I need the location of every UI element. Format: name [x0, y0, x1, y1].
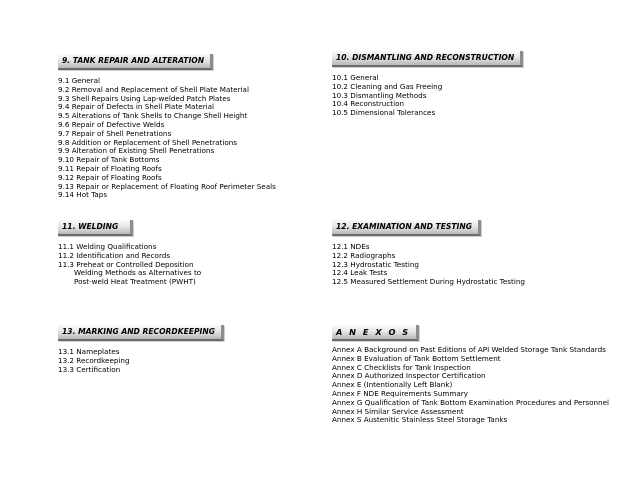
list-item: Annex E (Intentionally Left Blank): [332, 380, 453, 390]
section-item-list: [332, 74, 523, 118]
list-item: 9.9 Alteration of Existing Shell Penetrations: [58, 146, 215, 156]
section-dismantling: [332, 45, 523, 118]
list-item: 9.11 Repair of Floating Roofs: [58, 163, 162, 173]
list-item: 9.7 Repair of Shell Penetrations: [58, 128, 172, 138]
section-item-list: [58, 348, 224, 374]
list-item: Annex F NDE Requirements Summary: [332, 388, 469, 398]
section-anexos: [332, 320, 609, 425]
list-item: 9.8 Addition or Replacement of Shell Penetrations: [58, 137, 238, 147]
list-item: 9.1 General: [58, 76, 101, 85]
section-header: 11. WELDING: [58, 220, 133, 236]
section-marking: [58, 319, 224, 374]
list-item: Annex H Similar Service Assessment: [332, 406, 464, 416]
section-tank-repair: [58, 48, 276, 200]
section-header: 9. TANK REPAIR AND ALTERATION: [58, 54, 213, 70]
list-item: Annex B Evaluation of Tank Bottom Settlement: [332, 353, 501, 363]
list-item: 10.5 Dimensional Tolerances: [332, 108, 436, 118]
list-item: 13.3 Certification: [58, 364, 121, 374]
list-item: 9.2 Removal and Replacement of Shell Plate Material: [58, 84, 249, 94]
list-item: 12.4 Leak Tests: [332, 268, 388, 278]
list-item: 12.3 Hydrostatic Testing: [332, 259, 419, 269]
list-item: Annex S Austenitic Stainless Steel Storage Tanks: [332, 415, 508, 425]
section-header: 13. MARKING AND RECORDKEEPING: [58, 325, 224, 341]
list-item: 10.4 Reconstruction: [332, 99, 405, 109]
list-item: 13.2 Recordkeeping: [58, 355, 130, 365]
section-item-list: [332, 243, 525, 287]
list-item: 10.1 General: [332, 73, 379, 82]
list-item: 9.4 Repair of Defects in Shell Plate Material: [58, 102, 215, 112]
list-item: 9.10 Repair of Tank Bottoms: [58, 155, 160, 165]
section-item-list: [332, 346, 609, 425]
list-item: 11.2 Identification and Records: [58, 250, 171, 260]
list-item: Welding Methods as Alternatives to: [74, 268, 202, 278]
section-header: 12. EXAMINATION AND TESTING: [332, 220, 481, 236]
list-item: 9.14 Hot Taps: [58, 190, 108, 200]
list-item: 9.6 Repair of Defective Welds: [58, 119, 165, 129]
list-item: 12.1 NDEs: [332, 242, 370, 251]
list-item: 9.13 Repair or Replacement of Floating Roof Perimeter Seals: [58, 181, 276, 191]
list-item: 9.12 Repair of Floating Roofs: [58, 172, 162, 182]
section-header: A N E X O S: [332, 325, 419, 341]
list-item: 9.5 Alterations of Tank Shells to Change Shell Height: [58, 111, 248, 121]
list-item: 12.2 Radiographs: [332, 250, 396, 260]
list-item: Annex A Background on Past Editions of API Welded Storage Tank Standards: [332, 345, 606, 354]
section-examination: [332, 214, 525, 287]
list-item: 11.1 Welding Qualifications: [58, 242, 157, 251]
section-item-list: [58, 243, 201, 287]
list-item: Annex C Checklists for Tank Inspection: [332, 362, 471, 372]
list-item: 10.2 Cleaning and Gas Freeing: [332, 81, 443, 91]
list-item: Annex G Qualification of Tank Bottom Examination Procedures and Personnel: [332, 397, 610, 407]
list-item: Post-weld Heat Treatment (PWHT): [74, 277, 196, 287]
list-item: 13.1 Nameplates: [58, 347, 120, 356]
list-item: 9.3 Shell Repairs Using Lap-welded Patch Plates: [58, 93, 231, 103]
list-item: 11.3 Preheat or Controlled Deposition: [58, 259, 194, 269]
list-item: Annex D Authorized Inspector Certification: [332, 371, 486, 381]
list-item: 10.3 Dismantling Methods: [332, 90, 427, 100]
section-welding: [58, 214, 201, 287]
section-header: 10. DISMANTLING AND RECONSTRUCTION: [332, 51, 523, 67]
section-item-list: [58, 77, 276, 200]
list-item: 12.5 Measured Settlement During Hydrostatic Testing: [332, 277, 525, 287]
